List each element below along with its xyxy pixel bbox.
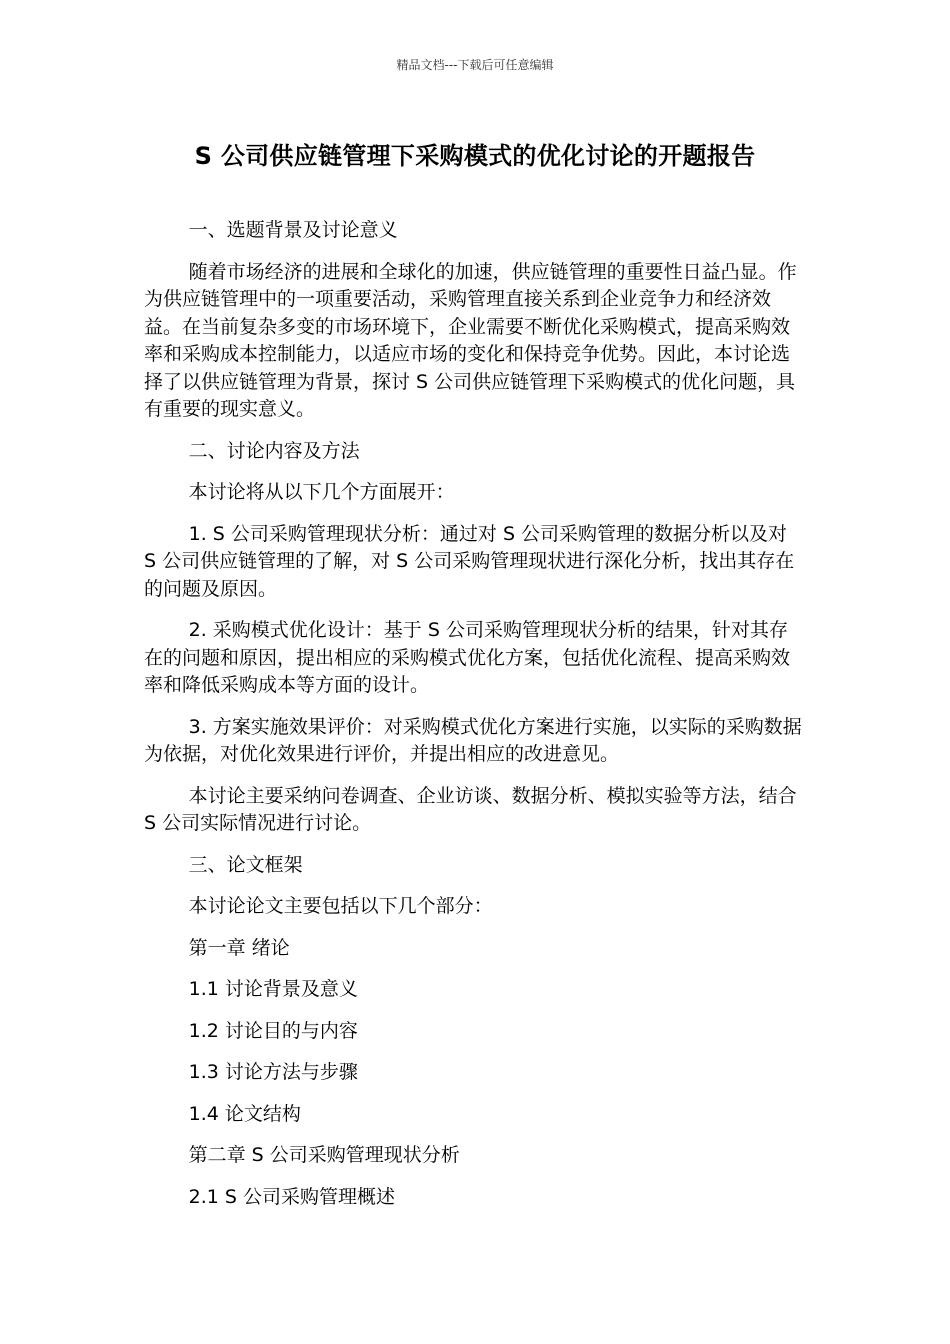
page-header: 精品文档---下载后可任意编辑: [396, 58, 554, 72]
list-item: 1. S 公司采购管理现状分析：通过对 S 公司采购管理的数据分析以及对 S 公司供应链管理的了解，对 S 公司采购管理现状进行深化分析，找出其存在的问题及原因。: [144, 522, 795, 600]
document-title: S 公司供应链管理下采购模式的优化讨论的开题报告: [194, 142, 756, 170]
outline-item: 1.1 讨论背景及意义: [188, 978, 358, 1000]
section-heading-1: 一、选题背景及讨论意义: [188, 219, 398, 241]
outline-item: 1.2 讨论目的与内容: [188, 1019, 358, 1042]
outline-chapter: 第二章 S 公司采购管理现状分析: [188, 1144, 460, 1166]
body-paragraph: 本讨论论文主要包括以下几个部分：: [188, 895, 493, 917]
outline-item: 1.4 论文结构: [188, 1102, 301, 1125]
outline-chapter: 第一章 绪论: [188, 936, 290, 959]
section-heading-2: 二、讨论内容及方法: [188, 439, 360, 462]
body-paragraph: 随着市场经济的进展和全球化的加速，供应链管理的重要性日益凸显。作为供应链管理中的一项重要活动，采购管理直接关系到企业竞争力和经济效益。在当前复杂多变的市场环境下，企业需要不断优化采购模式，提高采购效率和采购成本控制能力，以适应市场的变化和保持竞争优势。因此，本讨论选择了以供应链管理为背景，探讨 S 公司供应链管理下采购模式的优化问题，具有重要的现实意义。: [144, 260, 797, 420]
body-paragraph: 本讨论主要采纳问卷调查、企业访谈、数据分析、模拟实验等方法，结合 S 公司实际情况进行讨论。: [144, 784, 797, 834]
outline-item: 2.1 S 公司采购管理概述: [188, 1185, 395, 1208]
list-item: 2. 采购模式优化设计：基于 S 公司采购管理现状分析的结果，针对其存在的问题和原因，提出相应的采购模式优化方案，包括优化流程、提高采购效率和降低采购成本等方面的设计。: [144, 619, 791, 696]
document-body: [144, 217, 804, 1225]
outline-item: 1.3 讨论方法与步骤: [188, 1061, 358, 1083]
section-heading-3: 三、论文框架: [188, 853, 303, 876]
body-paragraph: 本讨论将从以下几个方面展开：: [188, 481, 455, 503]
list-item: 3. 方案实施效果评价：对采购模式优化方案进行实施，以实际的采购数据为依据，对优化效果进行评价，并提出相应的改进意见。: [144, 715, 802, 765]
